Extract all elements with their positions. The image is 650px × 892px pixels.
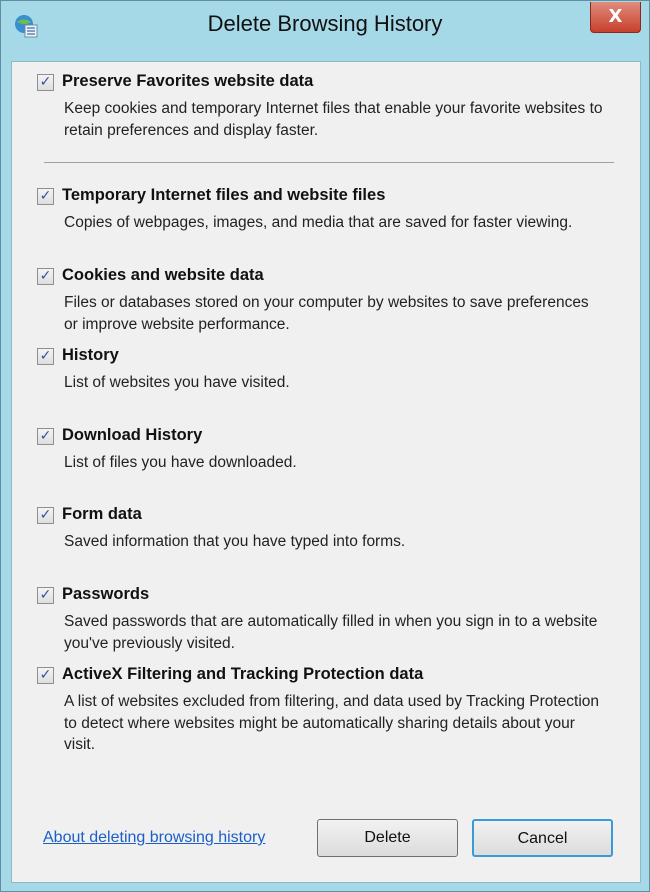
option-label[interactable]: Preserve Favorites website data <box>62 72 314 90</box>
checkbox[interactable]: ✓ <box>37 74 54 91</box>
option-description: List of files you have downloaded. <box>64 454 297 471</box>
about-deleting-link[interactable]: About deleting browsing history <box>43 829 266 846</box>
option-description: List of websites you have visited. <box>64 374 290 391</box>
separator <box>44 162 614 163</box>
close-button[interactable]: X <box>590 2 641 33</box>
option-label[interactable]: Download History <box>62 426 203 444</box>
option-label[interactable]: Cookies and website data <box>62 266 264 284</box>
checkbox[interactable]: ✓ <box>37 188 54 205</box>
cancel-button[interactable]: Cancel <box>472 819 613 857</box>
checkbox[interactable]: ✓ <box>37 667 54 684</box>
option-label[interactable]: History <box>62 346 119 364</box>
option-description: Files or databases stored on your computer by websites to save preferences or improve website performance. <box>64 294 589 333</box>
checkbox[interactable]: ✓ <box>37 268 54 285</box>
option-label[interactable]: ActiveX Filtering and Tracking Protection data <box>62 665 424 683</box>
checkbox[interactable]: ✓ <box>37 507 54 524</box>
option-description: A list of websites excluded from filtering, and data used by Tracking Protection to detect where websites might be automatically sharing details about your visit. <box>64 693 600 753</box>
option-description: Saved information that you have typed into forms. <box>64 533 406 550</box>
checkbox[interactable]: ✓ <box>37 587 54 604</box>
checkbox[interactable]: ✓ <box>37 428 54 445</box>
checkbox[interactable]: ✓ <box>37 348 54 365</box>
delete-button[interactable]: Delete <box>317 819 458 857</box>
dialog-content <box>11 61 641 883</box>
option-description: Saved passwords that are automatically filled in when you sign in to a website you've previously visited. <box>64 613 598 652</box>
dialog-title: Delete Browsing History <box>207 11 443 36</box>
option-label[interactable]: Temporary Internet files and website files <box>62 186 386 204</box>
option-label[interactable]: Form data <box>62 505 142 523</box>
option-label[interactable]: Passwords <box>62 585 150 603</box>
option-description: Copies of webpages, images, and media that are saved for faster viewing. <box>64 214 573 231</box>
option-description: Keep cookies and temporary Internet files that enable your favorite websites to retain preferences and display faster. <box>64 100 603 139</box>
